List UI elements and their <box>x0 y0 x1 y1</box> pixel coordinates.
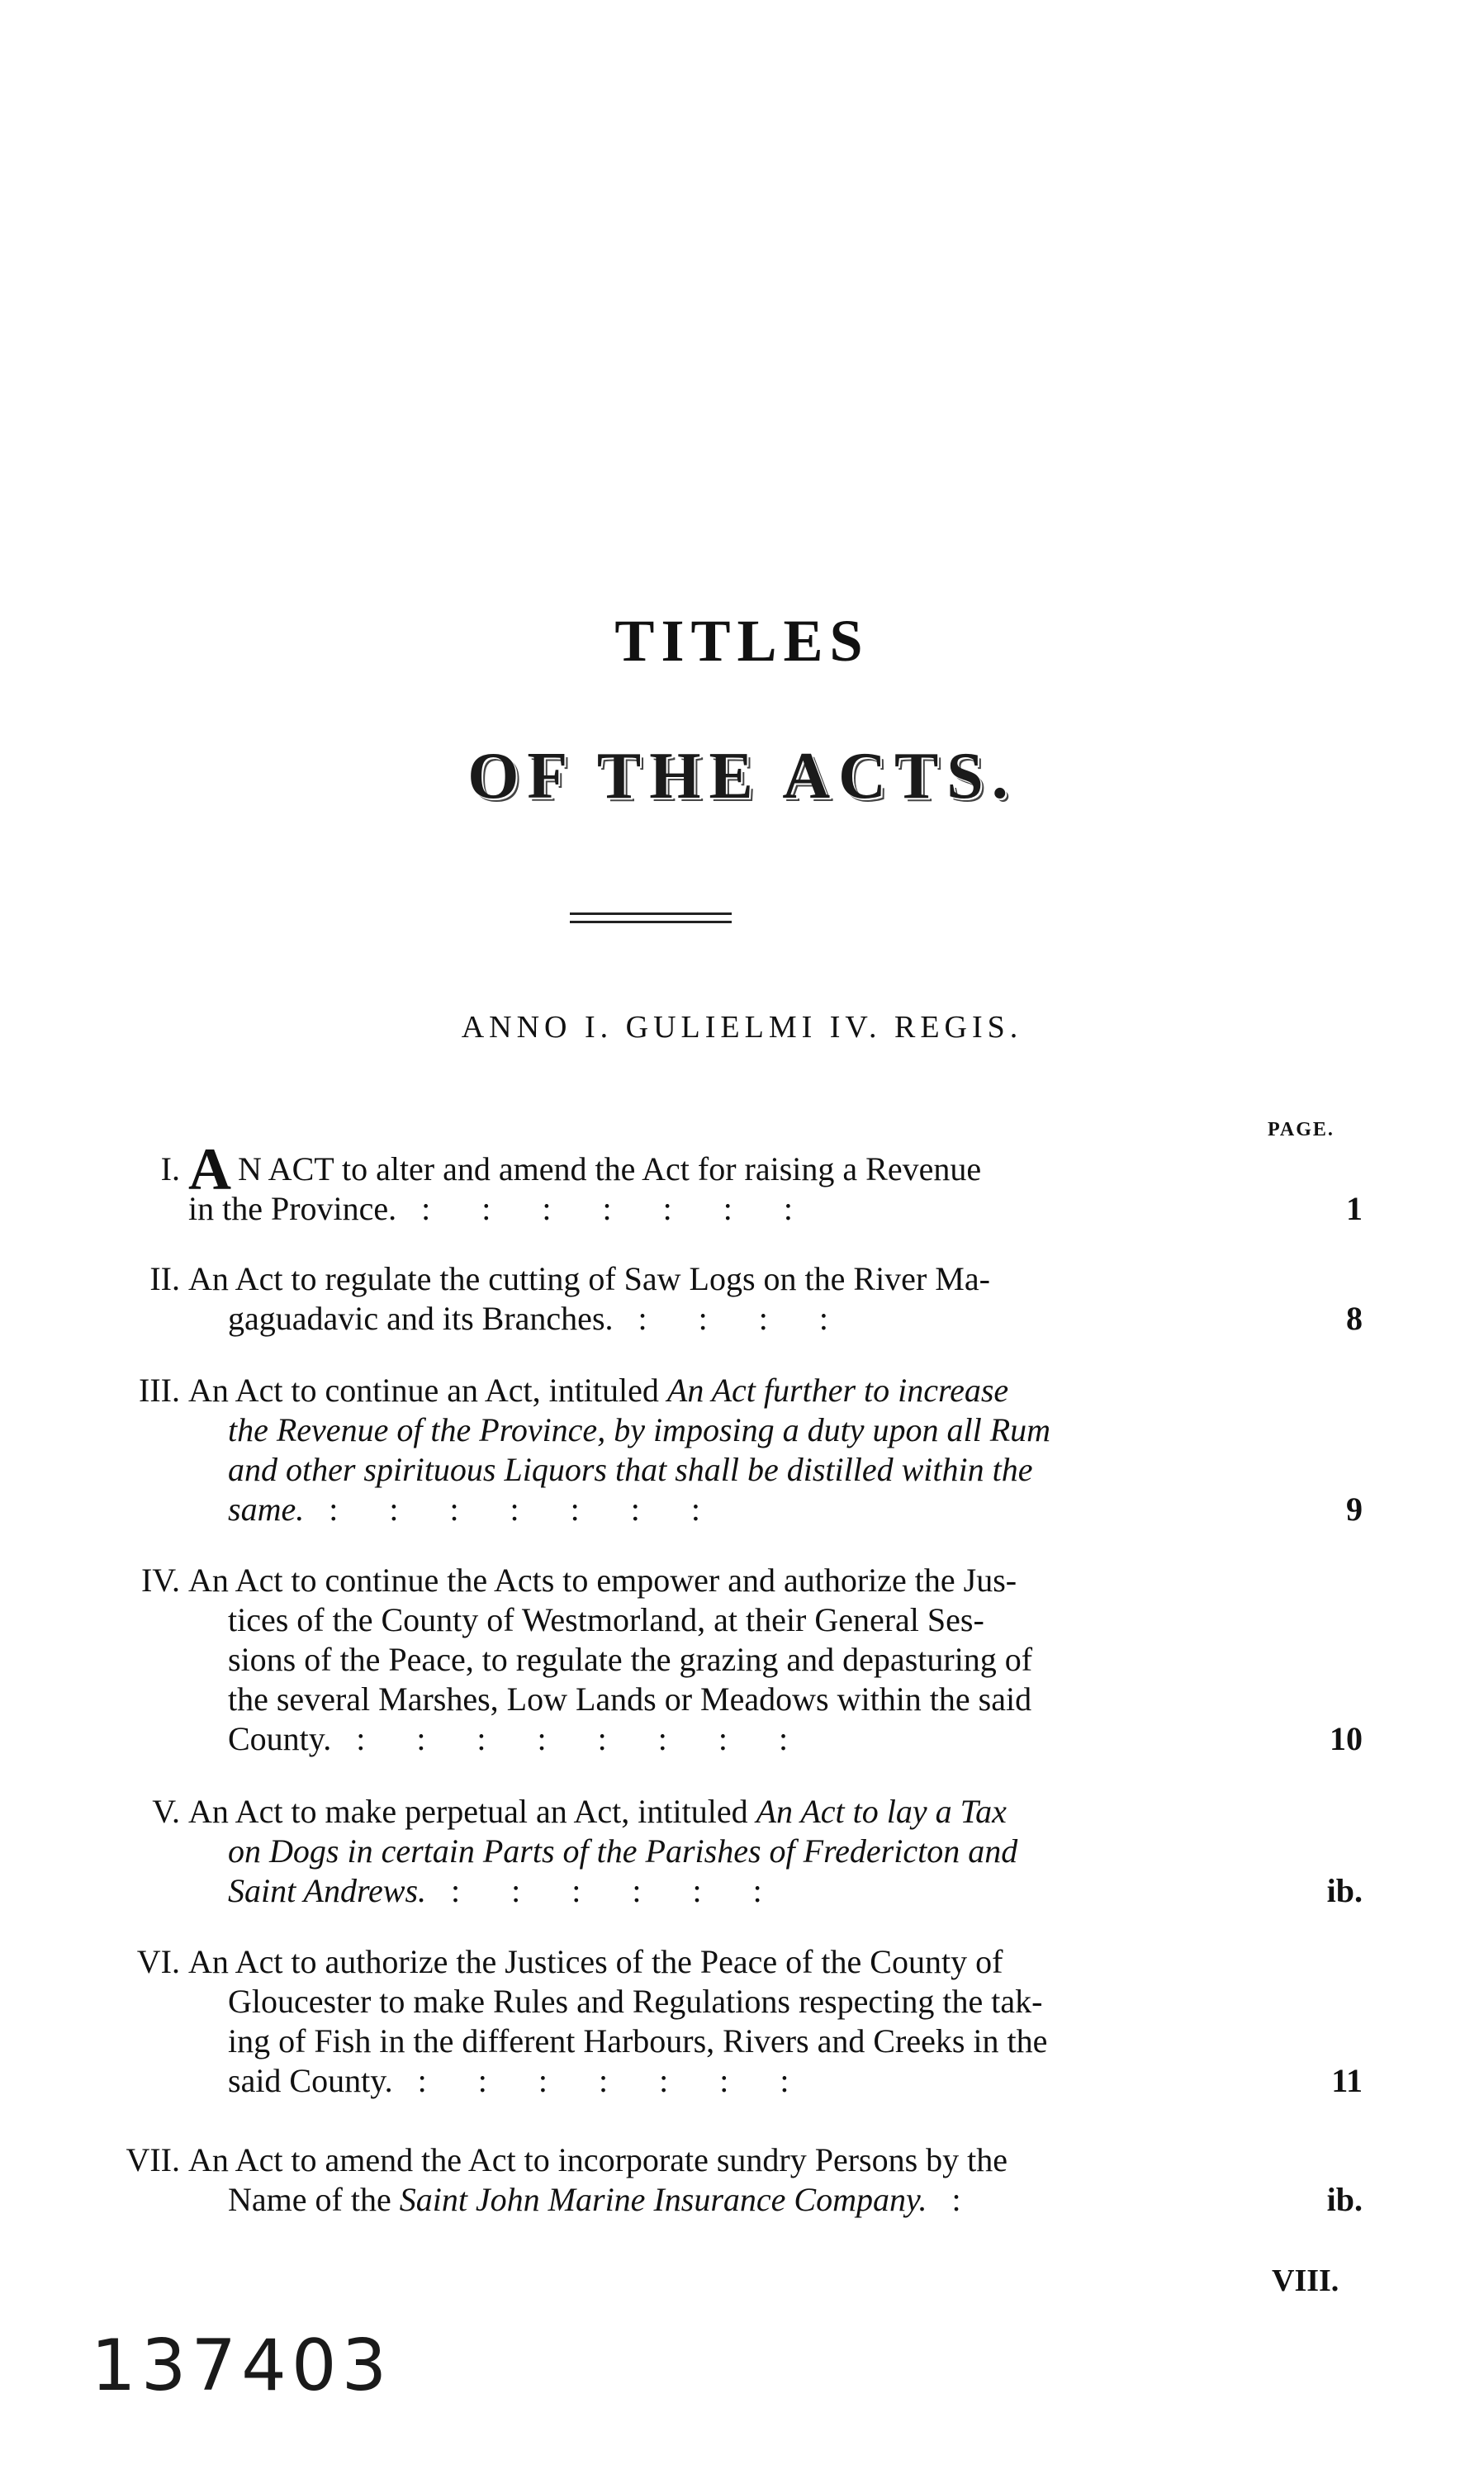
act-number: I. <box>160 1150 180 1187</box>
act-page-number: 11 <box>1331 2062 1363 2099</box>
act-page-number: 10 <box>1330 1720 1363 1757</box>
act-page-number: ib. <box>1326 1872 1363 1909</box>
act-title-line: tices of the County of Westmorland, at their General Ses- <box>228 1601 984 1638</box>
act-title-line: said County. <box>228 2062 393 2099</box>
act-title: An Act to amend the Act to incorporate sundry Persons by the Name of the Saint John Marine Insurance Company. : <box>188 2140 1278 2220</box>
act-title-line: sions of the Peace, to regulate the grazing and depasturing of <box>228 1641 1033 1678</box>
act-title-line: An Act to amend the Act to incorporate sundry Persons by the <box>188 2141 1008 2178</box>
act-title-text: Name of the <box>228 2181 400 2218</box>
title-line-2: OF THE ACTS. <box>467 740 1017 813</box>
act-title-line: ing of Fish in the different Harbours, Rivers and Creeks in the <box>228 2022 1048 2060</box>
act-page-number: ib. <box>1326 2181 1363 2218</box>
act-title-line: in the Province. <box>188 1190 397 1227</box>
act-title-text: An Act to make perpetual an Act, intituled <box>188 1793 756 1830</box>
act-number: III. <box>139 1372 180 1409</box>
anno-heading: ANNO I. GULIELMI IV. REGIS. <box>461 1010 1023 1045</box>
title-line-1: TITLES <box>614 608 870 674</box>
act-number: VII. <box>126 2141 180 2178</box>
act-title-line: Gloucester to make Rules and Regulations respecting the tak- <box>228 1983 1043 2020</box>
act-title: A N ACT to alter and amend the Act for raising a Revenue in the Province. ::::::: <box>188 1149 1278 1229</box>
act-title: An Act to continue the Acts to empower and authorize the Jus- tices of the County of Westmorland, at their General Ses- sions of the Peace, to regulate the grazing and depasturing of the several Marshes, Low Lands or Meadows within the said County. :::::::: <box>188 1561 1278 1759</box>
act-number: IV. <box>140 1562 180 1599</box>
act-title-italic: An Act further to increase <box>666 1372 1009 1409</box>
act-title-line: An Act to regulate the cutting of Saw Logs on the River Ma- <box>188 1260 990 1297</box>
act-page-number: 1 <box>1346 1190 1363 1227</box>
act-title-line: An Act to continue the Acts to empower and authorize the Jus- <box>188 1562 1017 1599</box>
double-rule-bottom <box>570 921 732 923</box>
act-title: An Act to regulate the cutting of Saw Logs on the River Ma- gaguadavic and its Branches. :::: <box>188 1259 1278 1339</box>
act-title-italic: on Dogs in certain Parts of the Parishes of Fredericton and <box>228 1832 1018 1870</box>
act-title: An Act to continue an Act, intituled An Act further to increase the Revenue of the Province, by imposing a duty upon all Rum and other spirituous Liquors that shall be distilled within the same. ::::::: <box>188 1372 1051 1528</box>
act-number: VI. <box>136 1943 180 1980</box>
act-title-italic: Saint John Marine Insurance Company. <box>399 2181 927 2218</box>
act-title-line: County. <box>228 1720 332 1757</box>
act-title-line: gaguadavic and its Branches. <box>228 1300 614 1337</box>
catchword: VIII. <box>1272 2263 1339 2298</box>
double-rule-top <box>570 912 732 915</box>
handwritten-accession-number: 137403 <box>91 2325 392 2407</box>
act-title-line: N ACT to alter and amend the Act for raising a Revenue <box>238 1150 982 1187</box>
act-title: An Act to make perpetual an Act, intituled An Act to lay a Tax on Dogs in certain Parts of the Parishes of Fredericton and Saint Andrews. :::::: <box>188 1793 1018 1909</box>
act-title-line: the several Marshes, Low Lands or Meadows within the said <box>228 1680 1032 1718</box>
act-number: V. <box>152 1793 180 1830</box>
act-title-italic: Saint Andrews. <box>228 1872 427 1909</box>
act-number: II. <box>149 1260 180 1297</box>
drop-cap: A <box>188 1136 231 1202</box>
act-title-italic: same. <box>228 1491 305 1528</box>
act-title-italic: the Revenue of the Province, by imposing a duty upon all Rum <box>228 1411 1051 1448</box>
act-title-text: An Act to continue an Act, intituled <box>188 1372 667 1409</box>
act-title-italic: and other spirituous Liquors that shall be distilled within the <box>228 1451 1033 1488</box>
act-page-number: 8 <box>1346 1300 1363 1337</box>
page-column-label: PAGE. <box>1268 1119 1335 1140</box>
act-title: An Act to authorize the Justices of the Peace of the County of Gloucester to make Rules and Regulations respecting the tak- ing of Fish in the different Harbours, Rivers and Creeks in the said County. ::::::: <box>188 1942 1278 2101</box>
act-title-line: An Act to authorize the Justices of the Peace of the County of <box>188 1943 1003 1980</box>
act-title-italic: An Act to lay a Tax <box>756 1793 1007 1830</box>
act-page-number: 9 <box>1346 1491 1363 1528</box>
